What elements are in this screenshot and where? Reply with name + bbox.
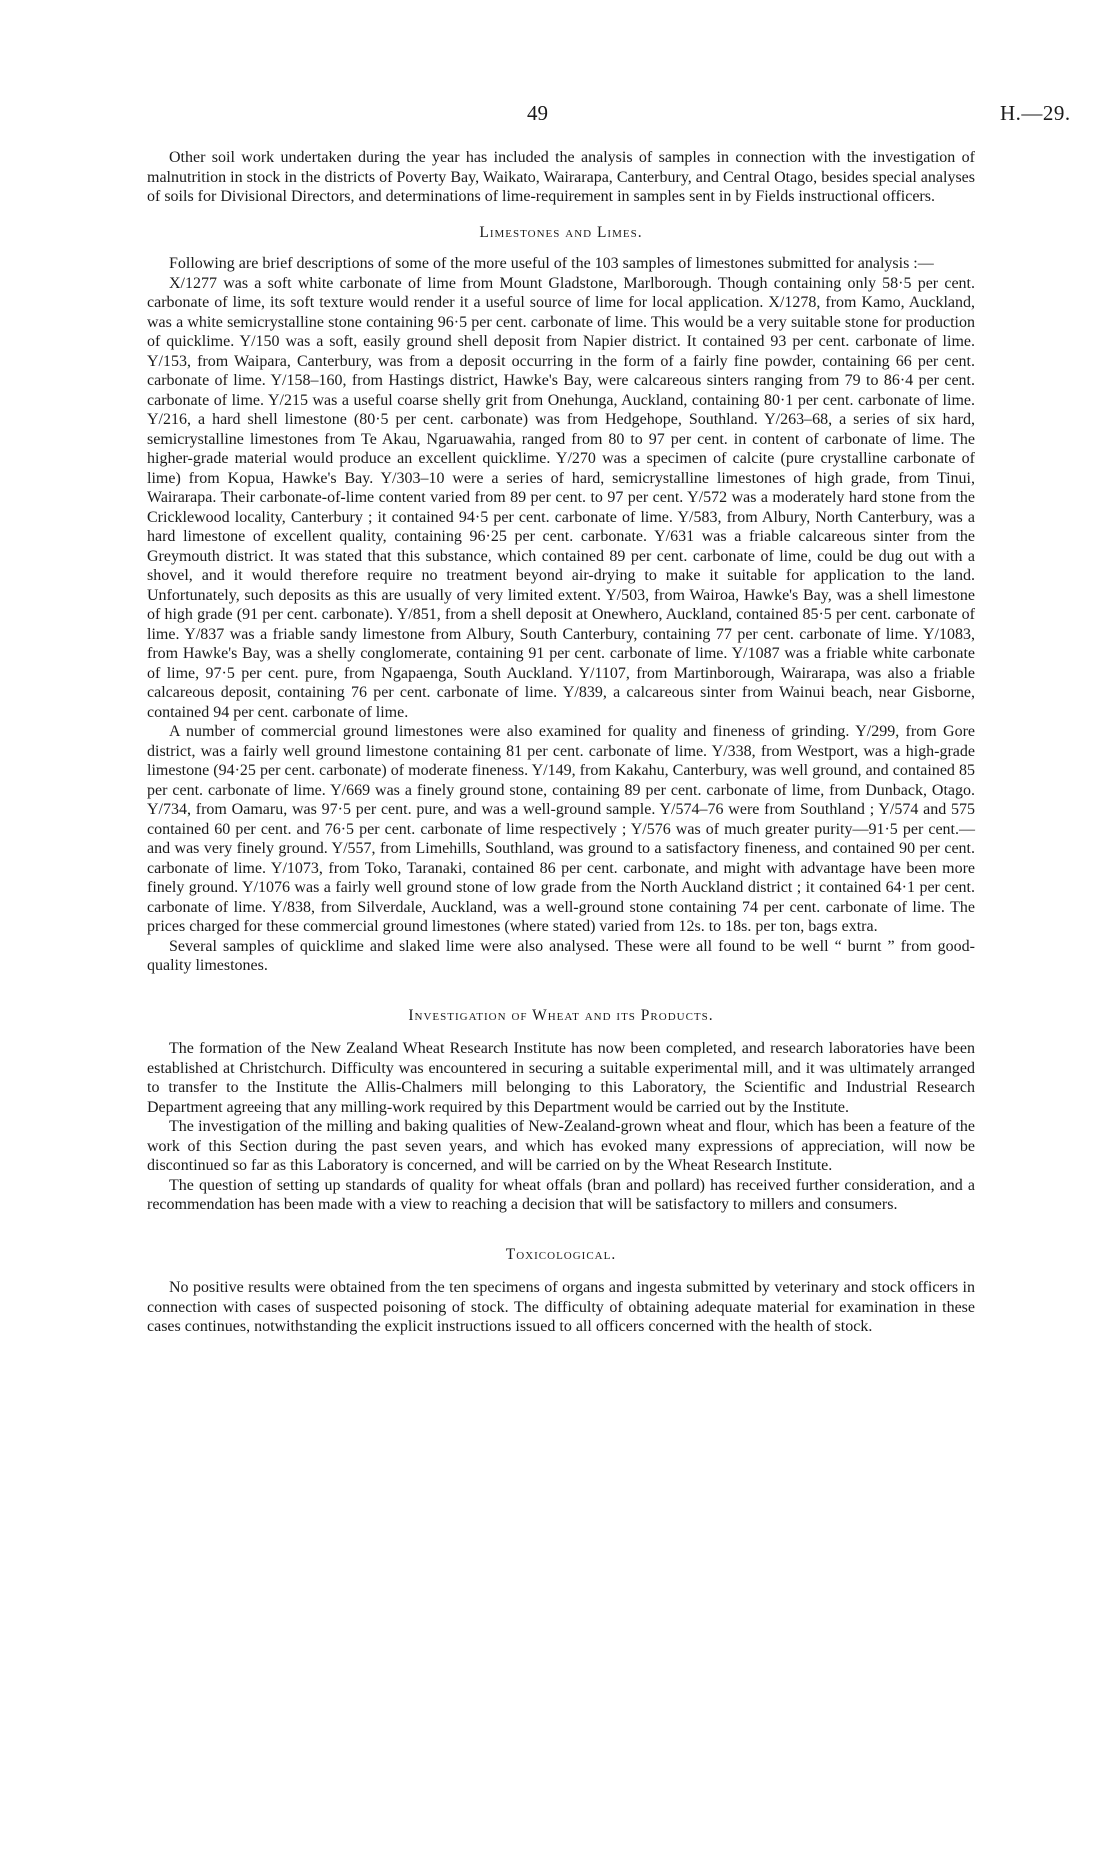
- section-heading-limestones: Limestones and Limes.: [479, 223, 643, 241]
- page-body: [147, 148, 975, 1337]
- document-reference: H.—29.: [1000, 101, 1071, 125]
- intro-paragraph: Other soil work undertaken during the year has included the analysis of samples in connection with the investigation of malnutrition in stock in the districts of Poverty Bay, Waikato, Wairarapa, Canterbury, and Central Otago, besides special analyses of soils for Divisional Directors, and determinations of lime-requirement in samples sent in by Fields instructional officers.: [147, 149, 975, 205]
- section-heading-wheat: Investigation of Wheat and its Products.: [408, 1006, 714, 1024]
- wheat-paragraph-3: The question of setting up standards of quality for wheat offals (bran and pollard) has received further consideration, and a recommendation has been made with a view to reaching a decision that will be satisfactory to millers and consumers.: [147, 1176, 975, 1213]
- limestones-paragraph-2: X/1277 was a soft white carbonate of lime from Mount Gladstone, Marlborough. Though containing only 58·5 per cent. carbonate of lime, its soft texture would render it a useful source of lime for local application. X/1278, from Kamo, Auckland, was a white semicrystalline stone containing 96·5 per cent. carbonate of lime. This would be a very suitable stone for production of quicklime. Y/150 was a soft, easily ground shell deposit from Napier district. It contained 93 per cent. carbonate of lime. Y/153, from Waipara, Canterbury, was from a deposit occurring in the form of a fairly fine powder, containing 66 per cent. carbonate of lime. Y/158–160, from Hastings district, Hawke's Bay, were calcareous sinters ranging from 79 to 86·4 per cent. carbonate of lime. Y/215 was a useful coarse shelly grit from Onehunga, Auckland, containing 80·1 per cent. carbonate of lime. Y/216, a hard shell limestone (80·5 per cent. carbonate) was from Hedgehope, Southland. Y/263–68, a series of six hard, semicrystalline limestones from Te Akau, Ngaruawahia, ranged from 80 to 97 per cent. in content of carbonate of lime. The higher-grade material would produce an excellent quicklime. Y/270 was a specimen of calcite (pure crystalline carbonate of lime) from Kopua, Hawke's Bay. Y/303–10 were a series of hard, semicrystalline limestones of high grade, from Tinui, Wairarapa. Their carbonate-of-lime content varied from 89 per cent. to 97 per cent. Y/572 was a moderately hard stone from the Cricklewood locality, Canterbury ; it contained 94·5 per cent. carbonate of lime. Y/583, from Albury, North Canterbury, was a hard limestone of excellent quality, containing 96·25 per cent. carbonate. Y/631 was a friable calcareous sinter from the Greymouth district. It was stated that this substance, which contained 89 per cent. carbonate of lime, could be dug out with a shovel, and it would therefore require no treatment beyond air-drying to make it suitable for application to the land. Unfortunately, such deposits as this are usually of very limited extent. Y/503, from Wairoa, Hawke's Bay, was a shell limestone of high grade (91 per cent. carbonate). Y/851, from a shell deposit at Onewhero, Auckland, contained 85·5 per cent. carbonate of lime. Y/837 was a friable sandy limestone from Albury, South Canterbury, containing 77 per cent. carbonate of lime. Y/1083, from Hawke's Bay, was a shelly conglomerate, containing 91 per cent. carbonate of lime. Y/1087 was a friable white carbonate of lime, 97·5 per cent. pure, from Ngapaenga, South Auckland. Y/1107, from Martinborough, Wairarapa, was also a friable calcareous deposit, containing 76 per cent. carbonate of lime. Y/839, a calcareous sinter from Wainui beach, near Gisborne, contained 94 per cent. carbonate of lime.: [147, 274, 975, 721]
- section-heading-toxicological: Toxicological.: [505, 1245, 617, 1263]
- wheat-paragraph-2: The investigation of the milling and baking qualities of New-Zealand-grown wheat and flour, which has been a feature of the work of this Section during the past seven years, and which has evoked many expressions of appreciation, will now be discontinued so far as this Laboratory is concerned, and will be carried on by the Wheat Research Institute.: [147, 1118, 975, 1174]
- page-number: 49: [527, 101, 548, 125]
- toxicological-paragraph-1: No positive results were obtained from the ten specimens of organs and ingesta submitted by veterinary and stock officers in connection with cases of suspected poisoning of stock. The difficulty of obtaining adequate material for examination in these cases continues, notwithstanding the explicit instructions issued to all officers concerned with the health of stock.: [147, 1279, 975, 1335]
- limestones-paragraph-4: Several samples of quicklime and slaked lime were also analysed. These were all found to be well “ burnt ” from good-quality limestones.: [147, 937, 975, 974]
- wheat-paragraph-1: The formation of the New Zealand Wheat Research Institute has now been completed, and research laboratories have been established at Christchurch. Difficulty was encountered in securing a suitable experimental mill, and it was ultimately arranged to transfer to the Institute the Allis-Chalmers mill belonging to this Laboratory, the Scientific and Industrial Research Department agreeing that any milling-work required by this Department would be carried out by the Institute.: [147, 1040, 975, 1116]
- limestones-paragraph-3: A number of commercial ground limestones were also examined for quality and fineness of grinding. Y/299, from Gore district, was a fairly well ground limestone containing 81 per cent. carbonate of lime. Y/338, from Westport, was a high-grade limestone (94·25 per cent. carbonate) of moderate fineness. Y/149, from Kakahu, Canterbury, was well ground, and contained 85 per cent. carbonate of lime. Y/669 was a finely ground stone, containing 89 per cent. carbonate of lime, from Dunback, Otago. Y/734, from Oamaru, was 97·5 per cent. pure, and was a well-ground sample. Y/574–76 were from Southland ; Y/574 and 575 contained 60 per cent. and 76·5 per cent. carbonate of lime respectively ; Y/576 was of much greater purity—91·5 per cent.—and was very finely ground. Y/557, from Limehills, Southland, was ground to a satisfactory fineness, and contained 90 per cent. carbonate of lime. Y/1073, from Toko, Taranaki, contained 86 per cent. carbonate, and might with advantage have been more finely ground. Y/1076 was a fairly well ground stone of low grade from the North Auckland district ; it contained 64·1 per cent. carbonate of lime. Y/838, from Silverdale, Auckland, was a well-ground stone containing 74 per cent. carbonate of lime. The prices charged for these commercial ground limestones (where stated) varied from 12s. to 18s. per ton, bags extra.: [147, 723, 975, 935]
- limestones-paragraph-1: Following are brief descriptions of some of the more useful of the 103 samples of limestones submitted for analysis :—: [169, 255, 934, 272]
